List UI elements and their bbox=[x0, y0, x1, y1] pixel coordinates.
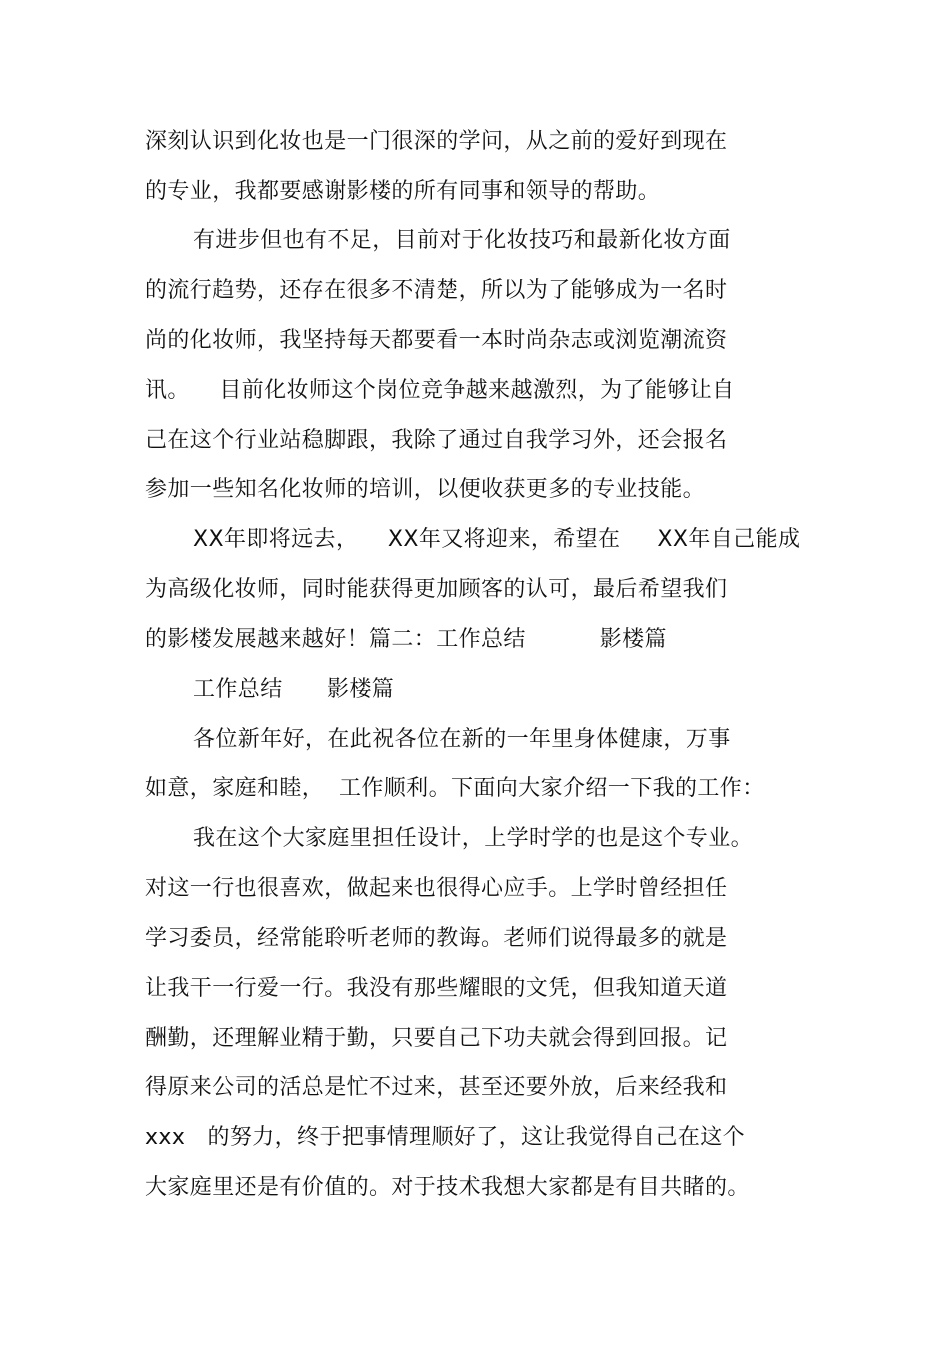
section-heading: 工作总结 影楼篇 bbox=[193, 677, 395, 702]
text-line: 的专业，我都要感谢影楼的所有同事和领导的帮助。 bbox=[145, 179, 661, 204]
paragraph-first-line: XX年即将远去， XX年又将迎来，希望在 XX年自己能成 bbox=[193, 527, 801, 552]
text-line: 深刻认识到化妆也是一门很深的学问，从之前的爱好到现在 bbox=[145, 129, 728, 154]
text-line: 己在这个行业站稳脚跟，我除了通过自我学习外，还会报名 bbox=[145, 428, 728, 453]
text-line: 讯。 目前化妆师这个岗位竞争越来越激烈，为了能够让自 bbox=[145, 378, 735, 403]
text-line: 得原来公司的活总是忙不过来，甚至还要外放，后来经我和 bbox=[145, 1075, 728, 1100]
text-line: 如意，家庭和睦， 工作顺利。下面向大家介绍一下我的工作： bbox=[145, 776, 765, 801]
text-line: 尚的化妆师，我坚持每天都要看一本时尚杂志或浏览潮流资 bbox=[145, 328, 728, 353]
paragraph-first-line: 各位新年好，在此祝各位在新的一年里身体健康，万事 bbox=[193, 727, 731, 752]
paragraph-first-line: 有进步但也有不足，目前对于化妆技巧和最新化妆方面 bbox=[193, 228, 731, 253]
text-line: 学习委员，经常能聆听老师的教诲。老师们说得最多的就是 bbox=[145, 926, 728, 951]
text-line: 的流行趋势，还存在很多不清楚，所以为了能够成为一名时 bbox=[145, 278, 728, 303]
paragraph-first-line: 我在这个大家庭里担任设计，上学时学的也是这个专业。 bbox=[193, 826, 754, 851]
text-line: 让我干一行爱一行。我没有那些耀眼的文凭，但我知道天道 bbox=[145, 976, 728, 1001]
text-line: xxx 的努力，终于把事情理顺好了，这让我觉得自己在这个 bbox=[145, 1125, 746, 1150]
text-line: 参加一些知名化妆师的培训，以便收获更多的专业技能。 bbox=[145, 477, 706, 502]
text-line: 为高级化妆师，同时能获得更加顾客的认可，最后希望我们 bbox=[145, 577, 728, 602]
text-line: 大家庭里还是有价值的。对于技术我想大家都是有目共睹的。 bbox=[145, 1175, 750, 1200]
text-line: 对这一行也很喜欢，做起来也很得心应手。上学时曾经担任 bbox=[145, 876, 728, 901]
text-line: 的影楼发展越来越好！篇二：工作总结 影楼篇 bbox=[145, 627, 667, 652]
text-line: 酬勤，还理解业精于勤，只要自己下功夫就会得到回报。记 bbox=[145, 1026, 728, 1051]
